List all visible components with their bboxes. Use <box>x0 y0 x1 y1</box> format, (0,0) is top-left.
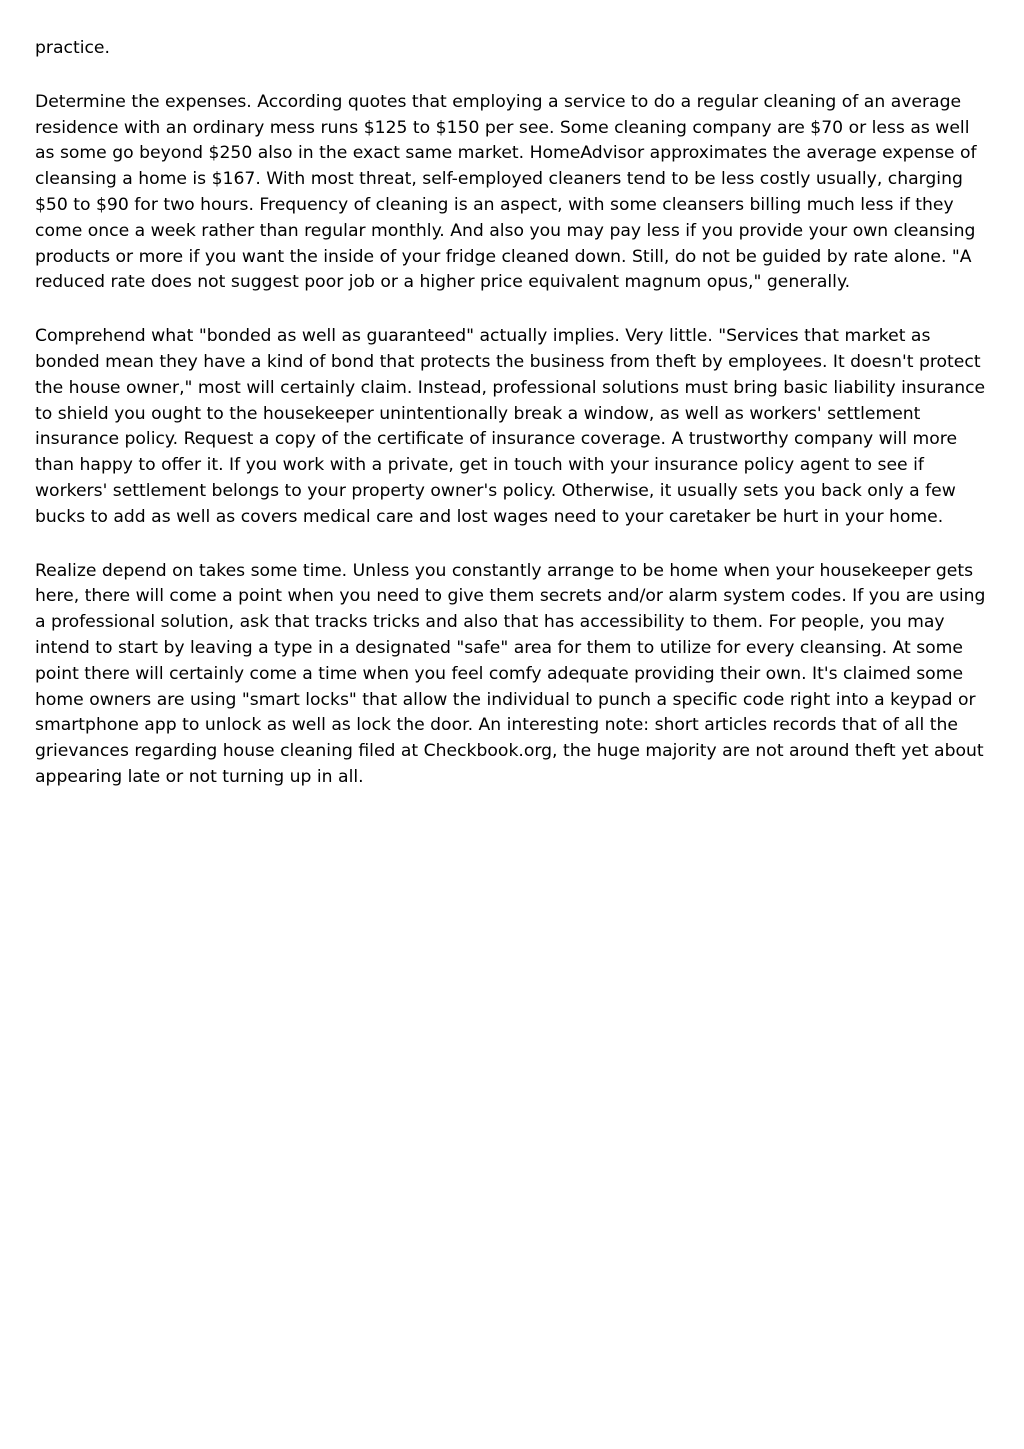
paragraph-bonded-insured: Comprehend what "bonded as well as guaranteed" actually implies. Very little. "Services that market as bonded mean they have a kind of bond that protects the business from theft by employees. It doesn't protect the house owner," most will certainly claim. Instead, professional solutions must bring basic liability insurance to shield you ought to the housekeeper unintentionally break a window, as well as workers' settlement insurance policy. Request a copy of the certificate of insurance coverage. A trustworthy company will more than happy to offer it. If you work with a private, get in touch with your insurance policy agent to see if workers' settlement belongs to your property owner's policy. Otherwise, it usually sets you back only a few bucks to add as well as covers medical care and lost wages need to your caretaker be hurt in your home. <box>35 326 986 527</box>
paragraph-expenses: Determine the expenses. According quotes that employing a service to do a regular cleaning of an average residence with an ordinary mess runs $125 to $150 per see. Some cleaning company are $70 or less as well as some go beyond $250 also in the exact same market. HomeAdvisor approximates the average expense of cleansing a home is $167. With most threat, self-employed cleaners tend to be less costly usually, charging $50 to $90 for two hours. Frequency of cleaning is an aspect, with some cleansers billing much less if they come once a week rather than regular monthly. And also you may pay less if you provide your own cleansing products or more if you want the inside of your fridge cleaned down. Still, do not be guided by rate alone. "A reduced rate does not suggest poor job or a higher price equivalent magnum opus," generally. <box>35 91 977 293</box>
paragraph-trust: Realize depend on takes some time. Unless you constantly arrange to be home when your housekeeper gets here, there will come a point when you need to give them secrets and/or alarm system codes. If you are using a professional solution, ask that tracks tricks and also that has accessibility to them. For people, you may intend to start by leaving a type in a designated "safe" area for them to utilize for every cleansing. At some point there will certainly come a time when you feel comfy adequate providing their own. It's claimed some home owners are using "smart locks" that allow the individual to punch a specific code right into a keypad or smartphone app to unlock as well as lock the door. An interesting note: short articles records that of all the grievances regarding house cleaning filed at Checkbook.org, the huge majority are not around theft yet about appearing late or not turning up in all. <box>35 560 986 787</box>
document-page <box>35 36 991 819</box>
paragraph-continuation: practice. <box>35 38 110 58</box>
